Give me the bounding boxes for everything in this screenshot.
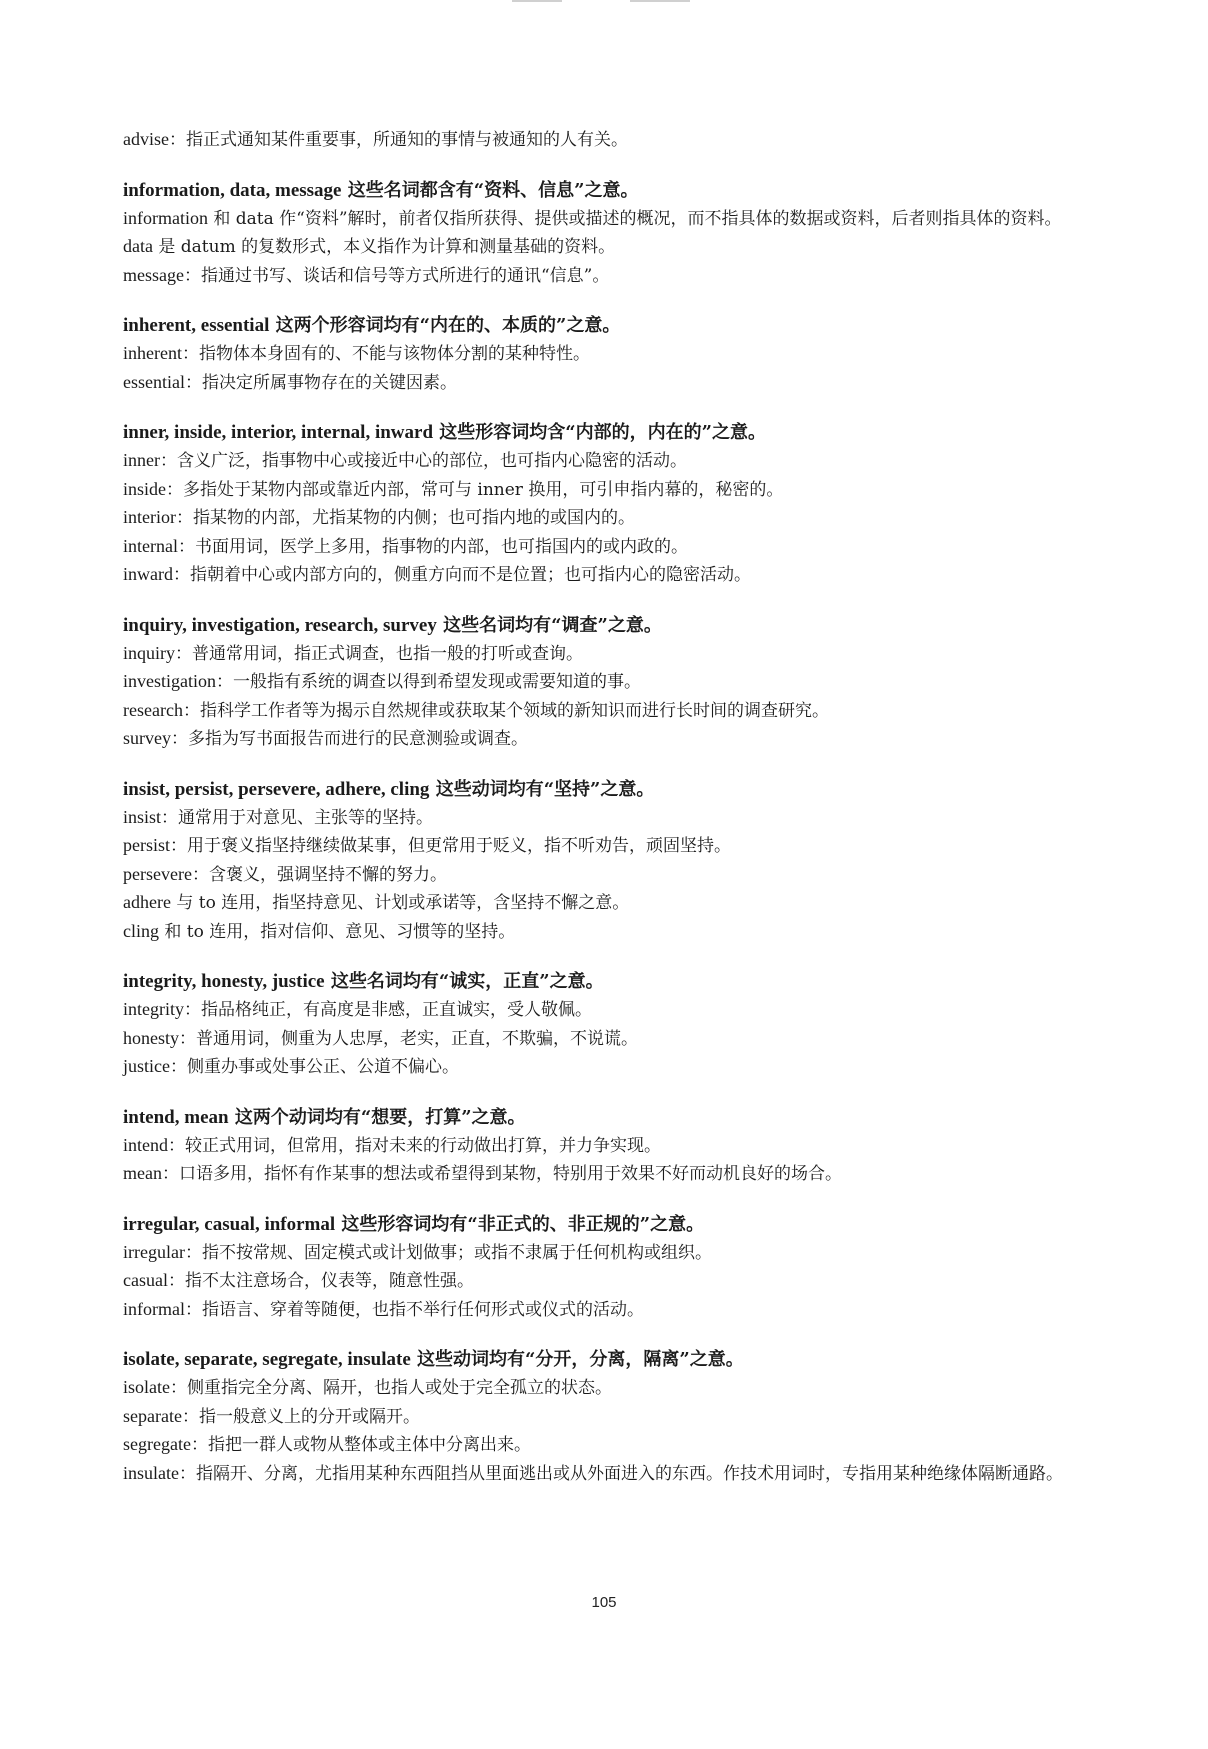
definition-line [123, 1267, 1098, 1296]
definition-term: investigation [123, 671, 216, 691]
heading-words: irregular, casual, informal [123, 1213, 336, 1235]
heading-text: 这些动词均有“坚持”之意。 [429, 778, 655, 800]
definition-term: adhere [123, 892, 171, 912]
entry-heading [123, 612, 1098, 640]
entry-information [123, 177, 1098, 291]
definition-term: inner [123, 450, 160, 470]
definition-term: honesty [123, 1027, 179, 1048]
definition-line [123, 233, 1098, 262]
definition-text: ：指隔开、分离，尤指用某种东西阻挡从里面逃出或从外面进入的东西。作技术用词时，专指用某种绝缘体隔断通路。 [179, 1463, 1063, 1484]
definition-line [123, 668, 1098, 697]
definition-term: data [123, 236, 153, 256]
definition-text: ：口语多用，指怀有作某事的想法或希望得到某物，特别用于效果不好而动机良好的场合。 [161, 1164, 842, 1184]
definition-text: ：多指处于某物内部或靠近内部，常可与 inner 换用，可引申指内幕的，秘密的。 [166, 479, 784, 500]
entry-heading [123, 1211, 1098, 1239]
definition-line [123, 1431, 1098, 1460]
definition-line [123, 996, 1098, 1025]
definition-line [123, 476, 1098, 505]
definition-line [123, 447, 1098, 476]
definition-line [123, 1239, 1098, 1268]
definition-term: inside [123, 478, 166, 499]
heading-words: insist, persist, persevere, adhere, cling [123, 778, 430, 800]
entry-irregular [123, 1211, 1098, 1325]
definition-term: separate [123, 1405, 182, 1426]
definition-term: inherent [123, 343, 182, 363]
definition-term: research [123, 699, 183, 720]
definition-line [123, 1025, 1098, 1054]
definition-text: ：指物体本身固有的、不能与该物体分割的某种特性。 [181, 344, 590, 364]
heading-words: information, data, message [123, 179, 342, 201]
definition-term: persist [123, 835, 170, 855]
scan-mark-right [630, 0, 690, 2]
entry-inquiry [123, 612, 1098, 754]
definition-line [123, 340, 1098, 369]
heading-words: isolate, separate, segregate, insulate [123, 1349, 411, 1370]
definition-text: ：用于褒义指坚持继续做某事，但更常用于贬义，指不听劝告，顽固坚持。 [170, 836, 731, 856]
definition-text: ：指通过书写、谈话和信号等方式所进行的通讯“信息”。 [183, 265, 610, 286]
definition-term: survey [123, 728, 171, 748]
definition-text: ：普通用词，侧重为人忠厚，老实，正直，不欺骗，不说谎。 [179, 1028, 638, 1049]
entry-heading [123, 177, 1098, 205]
definition-text: ：指品格纯正，有高度是非感，正直诚实，受人敬佩。 [184, 1000, 592, 1020]
entry-isolate [123, 1346, 1098, 1488]
definition-text: ：侧重办事或处事公正、公道不偏心。 [170, 1057, 459, 1077]
definition-term: isolate [123, 1377, 170, 1397]
definition-text: 和 to 连用，指对信仰、意见、习惯等的坚持。 [159, 921, 516, 942]
entry-integrity [123, 968, 1098, 1082]
definition-term: informal [123, 1298, 185, 1319]
definition-text: ：一般指有系统的调查以得到希望发现或需要知道的事。 [216, 672, 641, 692]
intro-term: advise [123, 129, 169, 149]
definition-line [123, 640, 1098, 669]
definition-line [123, 725, 1098, 754]
definition-line [123, 889, 1098, 918]
intro-entry [123, 126, 1098, 155]
definition-line [123, 262, 1098, 291]
definition-term: persevere [123, 863, 192, 884]
definition-line [123, 861, 1098, 890]
heading-words: intend, mean [123, 1106, 229, 1128]
entry-insist [123, 776, 1098, 947]
definition-line [123, 804, 1098, 833]
entry-heading [123, 1346, 1098, 1374]
definition-term: irregular [123, 1241, 185, 1262]
heading-text: 这些形容词均有“非正式的、非正规的”之意。 [335, 1213, 705, 1235]
definition-term: message [123, 264, 184, 285]
definition-line [123, 205, 1098, 234]
definition-text: 是 datum 的复数形式，本义指作为计算和测量基础的资料。 [152, 237, 616, 257]
definition-line [123, 1160, 1098, 1189]
definition-line [123, 1053, 1098, 1082]
definition-text: ：较正式用词，但常用，指对未来的行动做出打算，并力争实现。 [168, 1135, 661, 1156]
intro-text: ：指正式通知某件重要事，所通知的事情与被通知的人有关。 [168, 130, 628, 150]
definition-text: 和 data 作“资料”解时，前者仅指所获得、提供或描述的概况，而不指具体的数据或资料，后者则指具体的资料。 [207, 208, 1062, 229]
definition-term: cling [123, 920, 159, 941]
definition-text: ：普通常用词，指正式调查，也指一般的打听或查询。 [175, 643, 583, 664]
definition-term: justice [123, 1056, 170, 1076]
definition-line [123, 1403, 1098, 1432]
entry-heading [123, 312, 1098, 340]
definition-line [123, 504, 1098, 533]
entry-inherent [123, 312, 1098, 397]
definition-term: interior [123, 507, 176, 527]
definition-text: ：多指为写书面报告而进行的民意测验或调查。 [171, 729, 528, 749]
entry-inner [123, 419, 1098, 590]
entry-heading [123, 419, 1098, 447]
definition-line [123, 1460, 1098, 1489]
entry-intend [123, 1104, 1098, 1189]
heading-text: 这些动词均有“分开，分离，隔离”之意。 [410, 1349, 744, 1370]
definition-text: ：指把一群人或物从整体或主体中分离出来。 [190, 1435, 531, 1455]
heading-text: 这两个形容词均有“内在的、本质的”之意。 [269, 315, 621, 336]
definition-text: ：指语言、穿着等随便，也指不举行任何形式或仪式的活动。 [184, 1299, 644, 1320]
entry-heading [123, 968, 1098, 996]
heading-text: 这些名词均有“调查”之意。 [436, 614, 662, 636]
entry-heading [123, 776, 1098, 804]
page-number: 105 [591, 1594, 617, 1611]
definition-line [123, 832, 1098, 861]
definition-text: ：指决定所属事物存在的关键因素。 [184, 372, 457, 393]
heading-words: inherent, essential [123, 315, 270, 336]
scan-mark-left [512, 0, 562, 2]
definition-text: ：指朝着中心或内部方向的，侧重方向而不是位置；也可指内心的隐密活动。 [172, 565, 751, 585]
definition-line [123, 918, 1098, 947]
definition-line [123, 533, 1098, 562]
heading-text: 这些形容词均含“内部的，内在的”之意。 [433, 422, 766, 443]
definition-term: insulate [123, 1462, 179, 1483]
definition-text: ：通常用于对意见、主张等的坚持。 [161, 807, 434, 828]
definition-text: ：含褒义，强调坚持不懈的努力。 [191, 864, 447, 885]
definition-term: mean [123, 1163, 162, 1183]
page-content [123, 126, 1098, 1510]
heading-text: 这些名词均有“诚实，正直”之意。 [324, 971, 604, 992]
heading-text: 这些名词都含有“资料、信息”之意。 [341, 179, 639, 201]
definition-line [123, 369, 1098, 398]
definition-line [123, 561, 1098, 590]
definition-line [123, 1132, 1098, 1161]
definition-text: ：含义广泛，指事物中心或接近中心的部位，也可指内心隐密的活动。 [159, 451, 687, 471]
heading-words: inquiry, investigation, research, survey [123, 614, 437, 636]
definition-term: intend [123, 1134, 168, 1155]
heading-words: inner, inside, interior, internal, inward [123, 422, 434, 443]
definition-term: essential [123, 371, 185, 392]
definition-text: ：侧重指完全分离、隔开，也指人或处于完全孤立的状态。 [170, 1378, 612, 1398]
definition-line [123, 1296, 1098, 1325]
definition-term: insist [123, 806, 162, 827]
definition-text: ：指不太注意场合，仪表等，随意性强。 [167, 1271, 474, 1291]
definition-line [123, 697, 1098, 726]
heading-text: 这两个动词均有“想要，打算”之意。 [228, 1106, 526, 1128]
definition-term: inquiry [123, 642, 175, 663]
definition-term: integrity [123, 999, 184, 1019]
definition-text: ：指科学工作者等为揭示自然规律或获取某个领域的新知识而进行长时间的调查研究。 [182, 700, 829, 721]
definition-term: information [123, 207, 208, 228]
definition-term: segregate [123, 1434, 191, 1454]
definition-term: internal [123, 535, 178, 556]
definition-text: ：书面用词，医学上多用，指事物的内部，也可指国内的或内政的。 [177, 536, 688, 557]
definition-term: casual [123, 1270, 168, 1290]
definition-text: ：指不按常规、固定模式或计划做事；或指不隶属于任何机构或组织。 [184, 1242, 712, 1263]
definition-text: ：指某物的内部，尤指某物的内侧；也可指内地的或国内的。 [175, 508, 635, 528]
intro-line [123, 126, 1098, 155]
definition-text: ：指一般意义上的分开或隔开。 [181, 1406, 420, 1427]
definition-text: 与 to 连用，指坚持意见、计划或承诺等，含坚持不懈之意。 [170, 893, 630, 913]
entry-heading [123, 1104, 1098, 1132]
definition-line [123, 1374, 1098, 1403]
heading-words: integrity, honesty, justice [123, 971, 325, 992]
definition-term: inward [123, 564, 173, 584]
